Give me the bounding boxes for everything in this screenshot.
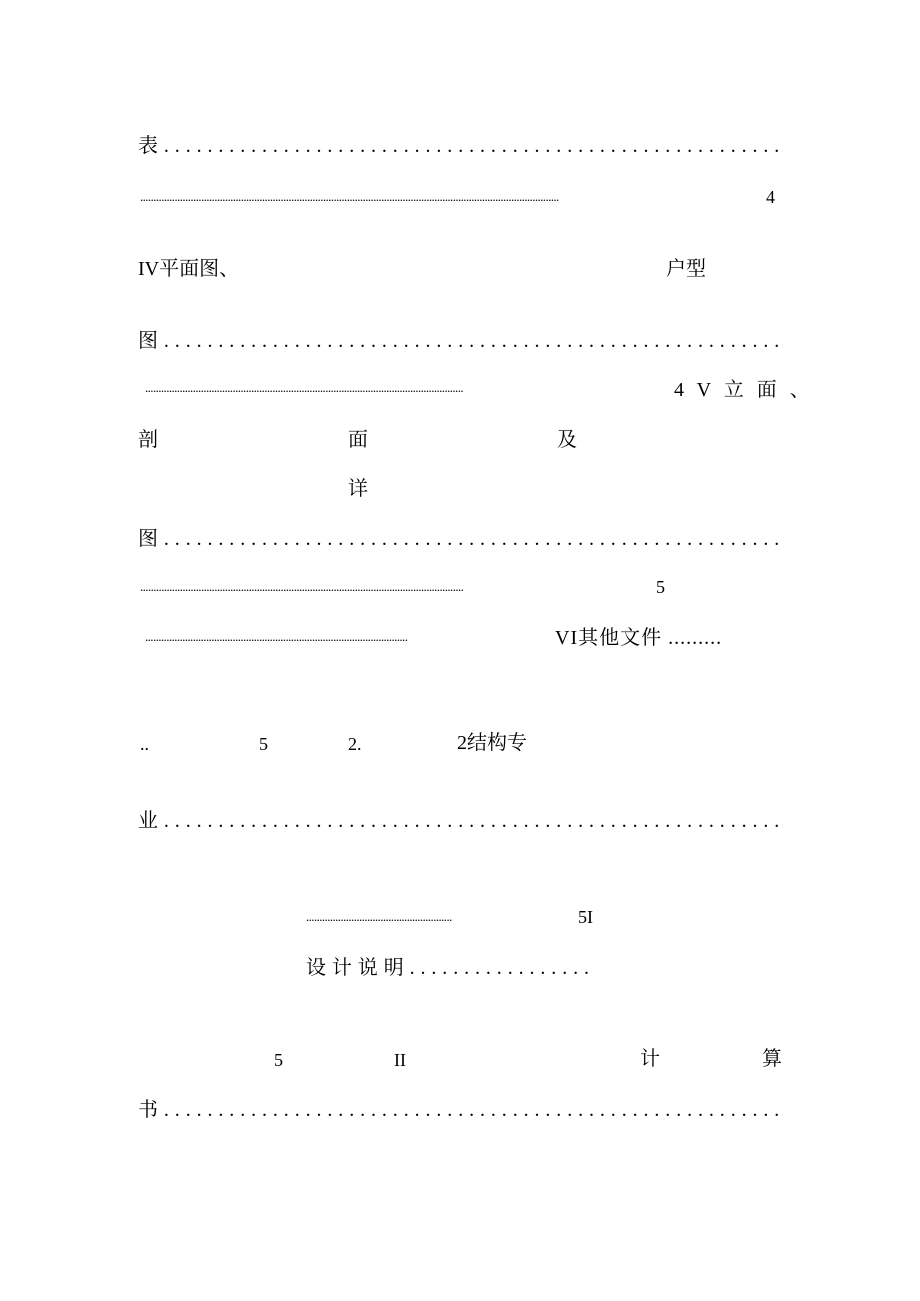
toc-page-number: 5: [259, 734, 268, 754]
toc-word-xiang: 详: [348, 478, 368, 500]
toc-line-biao: 表.........................................................: [138, 135, 786, 157]
toc-line-tu: 图.........................................................: [138, 330, 786, 352]
toc-entry-elevation: 4 V 立 面 、: [674, 379, 814, 401]
toc-word-mian: 面: [348, 429, 368, 451]
toc-section-number: II: [394, 1050, 406, 1070]
toc-word-ji-calc: 计: [640, 1048, 660, 1070]
toc-word-suan: 算: [762, 1048, 782, 1070]
toc-page-number: 4: [766, 187, 775, 207]
toc-dot-leader: ..........................................................................................................................: [140, 579, 464, 594]
toc-page-number: 5: [656, 577, 665, 597]
toc-dot-leader: ........................................................................................................................: [145, 380, 464, 395]
toc-line-shu: 书.........................................................: [138, 1099, 786, 1121]
toc-line-ye: 业.........................................................: [138, 810, 786, 832]
toc-entry-other-files: VI其他文件 .........: [555, 627, 723, 649]
toc-word-pou: 剖: [138, 429, 158, 451]
toc-word-ji: 及: [557, 429, 577, 451]
toc-section-number: 2.: [348, 734, 362, 754]
toc-dot-leader: ..............................................................................................................................................................: [140, 189, 559, 204]
toc-line-tu: 图.........................................................: [138, 528, 786, 550]
toc-page-number: 5I: [578, 907, 593, 927]
toc-entry-floor-plan: IV平面图、: [138, 258, 240, 280]
toc-entry-design-notes: 设计说明.................: [306, 957, 595, 979]
toc-entry-unit-type: 户型: [666, 258, 706, 280]
toc-entry-structure: 2结构专: [457, 732, 527, 754]
toc-page-number: 5: [274, 1050, 283, 1070]
toc-dot-leader: ...................................................................................................: [145, 629, 408, 644]
toc-dot-leader: .......................................................: [306, 909, 452, 924]
toc-dots: ..: [140, 734, 149, 754]
